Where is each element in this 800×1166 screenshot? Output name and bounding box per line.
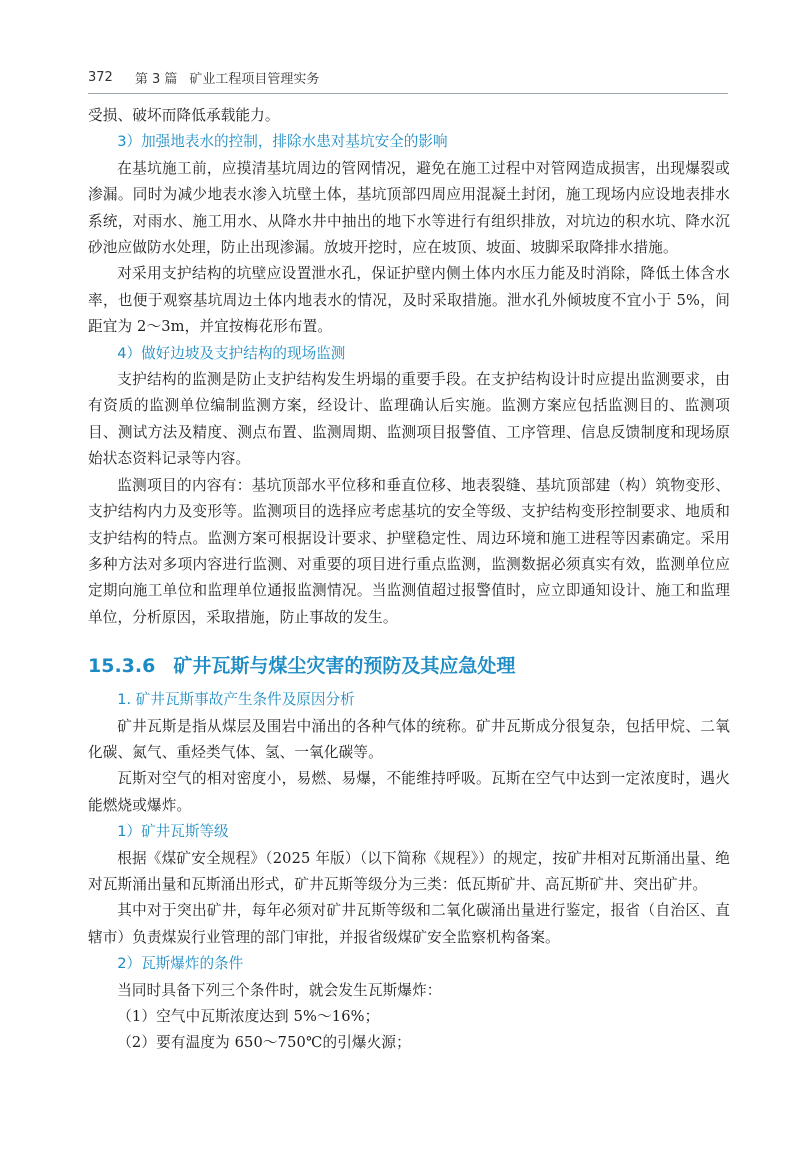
part-title: 矿业工程项目管理实务 (189, 72, 320, 87)
paragraph: 受损、破坏而降低承载能力。 (88, 107, 280, 124)
subheading: 3）加强地表水的控制，排除水患对基坑安全的影响 (117, 133, 448, 151)
page-number: 372 (88, 70, 113, 85)
header-rule (88, 93, 728, 94)
list-item: （2）要有温度为 650～750℃的引爆火源； (117, 1034, 411, 1052)
list-item: （1）空气中瓦斯浓度达到 5%～16%； (117, 1008, 380, 1025)
part-label: 第 3 篇 (134, 72, 178, 87)
section-title: 矿井瓦斯与煤尘灾害的预防及其应急处理 (173, 655, 516, 678)
body-content (88, 103, 730, 1057)
paragraph: 瓦斯对空气的相对密度小，易燃、易爆，不能维持呼吸。瓦斯在空气中达到一定浓度时，遇火能燃烧或爆炸。 (88, 770, 730, 814)
running-header (88, 68, 728, 87)
paragraph: 当同时具备下列三个条件时，就会发生瓦斯爆炸： (117, 981, 442, 999)
paragraph: 矿井瓦斯是指从煤层及围岩中涌出的各种气体的统称。矿井瓦斯成分很复杂，包括甲烷、二氧化碳、氮气、重烃类气体、氢、一氧化碳等。 (88, 717, 730, 761)
paragraph: 支护结构的监测是防止支护结构发生坍塌的重要手段。在支护结构设计时应提出监测要求，由有资质的监测单位编制监测方案，经设计、监理确认后实施。监测方案应包括监测目的、监测项目、测试方法及精度、测点布置、监测周期、监测项目报警值、工序管理、信息反馈制度和现场原始状态资料记录等内容。 (88, 371, 730, 468)
section-number: 15.3.6 (88, 655, 156, 678)
paragraph: 对采用支护结构的坑壁应设置泄水孔，保证护壁内侧土体内水压力能及时消除，降低土体含水率，也便于观察基坑周边土体内地表水的情况，及时采取措施。泄水孔外倾坡度不宜小于 5%，间距宜为 2～3m，并宜按梅花形布置。 (88, 265, 730, 336)
subheading: 4）做好边坡及支护结构的现场监测 (117, 344, 346, 362)
paragraph: 根据《煤矿安全规程》（2025 年版）（以下简称《规程》）的规定，按矿井相对瓦斯涌出量、绝对瓦斯涌出量和瓦斯涌出形式，矿井瓦斯等级分为三类：低瓦斯矿井、高瓦斯矿井、突出矿井。 (88, 849, 730, 893)
subheading: 1）矿井瓦斯等级 (117, 823, 229, 841)
subheading: 2）瓦斯爆炸的条件 (117, 955, 244, 973)
paragraph: 监测项目的内容有：基坑顶部水平位移和垂直位移、地表裂缝、基坑顶部建（构）筑物变形、支护结构内力及变形等。监测项目的选择应考虑基坑的安全等级、支护结构变形控制要求、地质和支护结构的特点。监测方案可根据设计要求、护壁稳定性、周边环境和施工进程等因素确定。采用多种方法对多项内容进行监测、对重要的项目进行重点监测，监测数据必须真实有效，监测单位应定期向施工单位和监理单位通报监测情况。当监测值超过报警值时，应立即通知设计、施工和监理单位，分析原因，采取措施，防止事故的发生。 (88, 476, 730, 626)
paragraph: 在基坑施工前，应摸清基坑周边的管网情况，避免在施工过程中对管网造成损害，出现爆裂或渗漏。同时为减少地表水渗入坑壁土体，基坑顶部四周应用混凝土封闭，施工现场内应设地表排水系统，对雨水、施工用水、从降水井中抽出的地下水等进行有组织排放，对坑边的积水坑、降水沉砂池应做防水处理，防止出现渗漏。放坡开挖时，应在坡顶、坡面、坡脚采取降排水措施。 (88, 159, 730, 257)
section-heading (88, 651, 730, 681)
paragraph: 其中对于突出矿井，每年必须对矿井瓦斯等级和二氧化碳涌出量进行鉴定，报省（自治区、直辖市）负责煤炭行业管理的部门审批，并报省级煤矿安全监察机构备案。 (88, 902, 730, 946)
subheading: 1. 矿井瓦斯事故产生条件及原因分析 (117, 691, 355, 709)
